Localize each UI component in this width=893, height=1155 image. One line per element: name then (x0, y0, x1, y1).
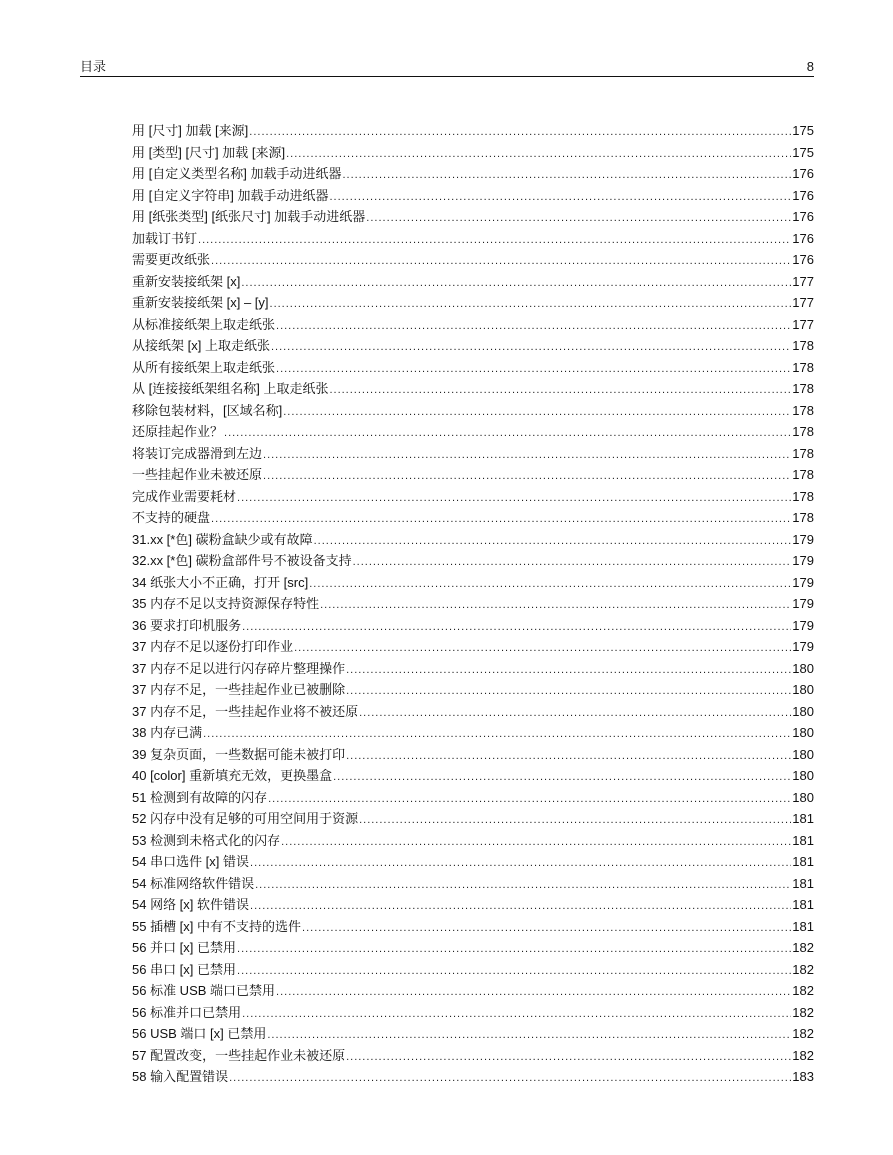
toc-entry[interactable] (132, 271, 814, 293)
toc-entry-title[interactable]: 54 标准网络软件错误 (132, 875, 255, 891)
toc-entry-title[interactable]: 35 内存不足以支持资源保存特性 (132, 596, 320, 611)
toc-entry-page-number[interactable]: 180 (792, 682, 814, 697)
toc-entry[interactable] (132, 636, 814, 658)
toc-entry-page-number[interactable]: 180 (792, 660, 814, 676)
toc-entry[interactable] (132, 357, 814, 379)
dot-leader (342, 165, 791, 187)
dot-leader (242, 617, 791, 639)
toc-entry[interactable] (132, 722, 814, 744)
toc-entry-title[interactable]: 54 串口选件 [x] 错误 (132, 854, 250, 869)
dot-leader (359, 703, 791, 725)
toc-entry[interactable] (132, 120, 814, 142)
toc-entry-page-number[interactable]: 178 (792, 424, 814, 439)
toc-entry-page-number[interactable]: 175 (792, 144, 814, 160)
dot-leader (250, 896, 791, 918)
toc-entry-page-number[interactable]: 176 (792, 166, 814, 181)
toc-entry-title[interactable]: 56 标准 USB 端口已禁用 (132, 983, 276, 998)
toc-entry[interactable] (132, 701, 814, 723)
toc-entry-page-number[interactable]: 176 (792, 187, 814, 203)
toc-entry-title[interactable]: 37 内存不足以进行闪存碎片整理操作 (132, 660, 346, 676)
dot-leader (263, 445, 791, 467)
toc-entry-title[interactable]: 用 [自定义字符串] 加载手动进纸器 (132, 187, 329, 203)
toc-entry-title[interactable]: 需要更改纸张 (132, 252, 211, 267)
toc-entry-page-number[interactable]: 178 (792, 381, 814, 396)
toc-entry-page-number[interactable]: 182 (792, 1004, 814, 1020)
dot-leader (250, 853, 791, 875)
toc-entry[interactable] (132, 1002, 814, 1024)
toc-entry-page-number[interactable]: 182 (792, 983, 814, 998)
dot-leader (241, 273, 791, 295)
toc-entry-title[interactable]: 移除包装材料，[区域名称] (132, 402, 283, 418)
toc-entry-title[interactable]: 加载订书钉 (132, 230, 198, 246)
toc-entry-page-number[interactable]: 176 (792, 230, 814, 246)
toc-entry[interactable] (132, 550, 814, 572)
toc-entry-title[interactable]: 31.xx [*色] 碳粉盒缺少或有故障 (132, 531, 313, 547)
toc-entry-page-number[interactable]: 181 (792, 918, 814, 934)
dot-leader (267, 1025, 791, 1047)
toc-entry-title[interactable]: 55 插槽 [x] 中有不支持的选件 (132, 918, 302, 934)
toc-entry-title[interactable]: 37 内存不足以逐份打印作业 (132, 639, 294, 654)
toc-entry-title[interactable]: 32.xx [*色] 碳粉盒部件号不被设备支持 (132, 553, 352, 568)
toc-entry-title[interactable]: 不支持的硬盘 (132, 510, 211, 525)
dot-leader (309, 574, 791, 596)
toc-entry-page-number[interactable]: 178 (792, 359, 814, 375)
toc-entry-title[interactable]: 36 要求打印机服务 (132, 617, 242, 633)
toc-entry[interactable] (132, 185, 814, 207)
toc-entry[interactable] (132, 916, 814, 938)
toc-entry-title[interactable]: 56 标准并口已禁用 (132, 1004, 242, 1020)
toc-entry[interactable] (132, 980, 814, 1002)
toc-entry[interactable] (132, 443, 814, 465)
toc-entry-page-number[interactable]: 179 (792, 553, 814, 568)
toc-entry-title[interactable]: 用 [尺寸] 加载 [来源] (132, 123, 249, 138)
dot-leader (237, 488, 791, 510)
toc-entry[interactable] (132, 787, 814, 809)
toc-entry-page-number[interactable]: 179 (792, 596, 814, 611)
toc-entry[interactable] (132, 206, 814, 228)
toc-entry-page-number[interactable]: 180 (792, 746, 814, 762)
toc-entry[interactable] (132, 1023, 814, 1045)
toc-entry-page-number[interactable]: 182 (792, 961, 814, 977)
toc-entry-page-number[interactable]: 182 (792, 940, 814, 955)
toc-entry-page-number[interactable]: 180 (792, 789, 814, 805)
toc-entry-page-number[interactable]: 180 (792, 768, 814, 783)
dot-leader (211, 509, 791, 531)
toc-entry[interactable] (132, 421, 814, 443)
dot-leader (242, 1004, 791, 1026)
dot-leader (333, 767, 791, 789)
toc-entry-title[interactable]: 57 配置改变，一些挂起作业未被还原 (132, 1047, 346, 1063)
toc-entry-title[interactable]: 完成作业需要耗材 (132, 488, 237, 504)
dot-leader (346, 681, 791, 703)
toc-entry[interactable] (132, 873, 814, 895)
toc-entry[interactable] (132, 314, 814, 336)
dot-leader (346, 746, 791, 768)
toc-entry-page-number[interactable]: 181 (792, 875, 814, 891)
dot-leader (283, 402, 791, 424)
dot-leader (366, 208, 791, 230)
dot-leader (359, 810, 791, 832)
toc-entry[interactable] (132, 593, 814, 615)
toc-entry[interactable] (132, 142, 814, 164)
toc-entry-page-number[interactable]: 177 (792, 273, 814, 289)
toc-entry[interactable] (132, 1045, 814, 1067)
toc-entry-page-number[interactable]: 182 (792, 1026, 814, 1041)
toc-entry-title[interactable]: 38 内存已满 (132, 725, 203, 740)
page-number: 8 (806, 59, 814, 74)
dot-leader (346, 1047, 791, 1069)
toc-entry-page-number[interactable]: 178 (792, 445, 814, 461)
toc-entry-page-number[interactable]: 179 (792, 617, 814, 633)
toc-entry-title[interactable]: 从 [连接接纸架组名称] 上取走纸张 (132, 381, 329, 396)
toc-entry-page-number[interactable]: 178 (792, 467, 814, 482)
section-title: 目录 (80, 59, 107, 74)
toc-entry[interactable] (132, 249, 814, 271)
toc-entry[interactable] (132, 959, 814, 981)
toc-entry-page-number[interactable]: 181 (792, 897, 814, 912)
dot-leader (268, 789, 791, 811)
toc-entry-page-number[interactable]: 182 (792, 1047, 814, 1063)
toc-entry-title[interactable]: 52 闪存中没有足够的可用空间用于资源 (132, 811, 359, 826)
toc-entry[interactable] (132, 292, 814, 314)
toc-entry-page-number[interactable]: 181 (792, 811, 814, 826)
dot-leader (276, 982, 791, 1004)
dot-leader (276, 316, 791, 338)
toc-entry-title[interactable]: 53 检测到未格式化的闪存 (132, 832, 281, 848)
dot-leader (198, 230, 791, 252)
dot-leader (237, 961, 791, 983)
toc-entry[interactable] (132, 937, 814, 959)
toc-entry-title[interactable]: 37 内存不足，一些挂起作业已被删除 (132, 682, 346, 697)
dot-leader (346, 660, 791, 682)
toc-entry-title[interactable]: 39 复杂页面，一些数据可能未被打印 (132, 746, 346, 762)
toc-entry[interactable] (132, 572, 814, 594)
toc-entry-page-number[interactable]: 178 (792, 338, 814, 353)
dot-leader (211, 251, 791, 273)
dot-leader (255, 875, 791, 897)
dot-leader (281, 832, 791, 854)
toc-entry-title[interactable]: 重新安装接纸架 [x] (132, 273, 241, 289)
toc-entry[interactable] (132, 744, 814, 766)
toc-entry-page-number[interactable]: 179 (792, 531, 814, 547)
toc-entry[interactable] (132, 894, 814, 916)
toc-entry[interactable] (132, 830, 814, 852)
toc-entry-title[interactable]: 重新安装接纸架 [x] – [y] (132, 295, 269, 310)
toc-entry-page-number[interactable]: 178 (792, 402, 814, 418)
toc-entry[interactable] (132, 378, 814, 400)
toc-entry[interactable] (132, 1066, 814, 1088)
toc-entry[interactable] (132, 529, 814, 551)
dot-leader (224, 423, 791, 445)
dot-leader (271, 337, 791, 359)
toc-entry-title[interactable]: 56 串口 [x] 已禁用 (132, 961, 237, 977)
toc-entry-page-number[interactable]: 180 (792, 703, 814, 719)
toc-entry-page-number[interactable]: 179 (792, 574, 814, 590)
dot-leader (263, 466, 791, 488)
table-of-contents (132, 120, 814, 1088)
toc-entry-title[interactable]: 40 [color] 重新填充无效，更换墨盒 (132, 768, 333, 783)
toc-entry-page-number[interactable]: 177 (792, 316, 814, 332)
dot-leader (229, 1068, 791, 1090)
toc-entry[interactable] (132, 808, 814, 830)
toc-entry-title[interactable]: 56 并口 [x] 已禁用 (132, 940, 237, 955)
toc-entry-page-number[interactable]: 179 (792, 639, 814, 654)
toc-entry-title[interactable]: 还原挂起作业？ (132, 424, 224, 439)
toc-entry-page-number[interactable]: 176 (792, 209, 814, 224)
toc-entry[interactable] (132, 335, 814, 357)
dot-leader (237, 939, 791, 961)
toc-entry-title[interactable]: 51 检测到有故障的闪存 (132, 789, 268, 805)
toc-entry-page-number[interactable]: 178 (792, 488, 814, 504)
dot-leader (203, 724, 791, 746)
toc-entry-title[interactable]: 从接纸架 [x] 上取走纸张 (132, 338, 270, 353)
toc-entry-page-number[interactable]: 183 (792, 1069, 814, 1084)
toc-entry[interactable] (132, 679, 814, 701)
toc-entry[interactable] (132, 400, 814, 422)
dot-leader (294, 638, 791, 660)
toc-entry-title[interactable]: 37 内存不足，一些挂起作业将不被还原 (132, 703, 359, 719)
toc-entry-title[interactable]: 56 USB 端口 [x] 已禁用 (132, 1026, 267, 1041)
toc-entry-page-number[interactable]: 176 (792, 252, 814, 267)
toc-entry-title[interactable]: 用 [类型] [尺寸] 加载 [来源] (132, 144, 286, 160)
toc-entry[interactable] (132, 615, 814, 637)
toc-entry[interactable] (132, 765, 814, 787)
toc-entry[interactable] (132, 486, 814, 508)
toc-entry-title[interactable]: 将装订完成器滑到左边 (132, 445, 263, 461)
dot-leader (302, 918, 791, 940)
toc-entry-title[interactable]: 从标准接纸架上取走纸张 (132, 316, 276, 332)
toc-entry[interactable] (132, 163, 814, 185)
toc-entry-title[interactable]: 一些挂起作业未被还原 (132, 467, 263, 482)
dot-leader (320, 595, 791, 617)
dot-leader (314, 531, 792, 553)
toc-entry[interactable] (132, 851, 814, 873)
dot-leader (286, 144, 791, 166)
toc-entry[interactable] (132, 464, 814, 486)
toc-entry-title[interactable]: 58 输入配置错误 (132, 1069, 229, 1084)
dot-leader (249, 122, 791, 144)
dot-leader (276, 359, 791, 381)
toc-entry-title[interactable]: 用 [纸张类型] [纸张尺寸] 加载手动进纸器 (132, 209, 366, 224)
toc-entry-page-number[interactable]: 180 (792, 725, 814, 740)
header-rule (80, 76, 814, 77)
toc-entry-title[interactable]: 54 网络 [x] 软件错误 (132, 897, 250, 912)
toc-entry[interactable] (132, 658, 814, 680)
toc-entry-page-number[interactable]: 181 (792, 832, 814, 848)
dot-leader (329, 187, 791, 209)
toc-entry-title[interactable]: 用 [自定义类型名称] 加载手动进纸器 (132, 166, 342, 181)
toc-entry-page-number[interactable]: 177 (792, 295, 814, 310)
toc-entry-page-number[interactable]: 175 (792, 123, 814, 138)
dot-leader (329, 380, 791, 402)
toc-entry-title[interactable]: 34 纸张大小不正确，打开 [src] (132, 574, 309, 590)
toc-entry[interactable] (132, 228, 814, 250)
dot-leader (270, 294, 792, 316)
page-header (80, 58, 814, 76)
toc-entry-page-number[interactable]: 178 (792, 510, 814, 525)
dot-leader (353, 552, 792, 574)
toc-entry-page-number[interactable]: 181 (792, 854, 814, 869)
toc-entry-title[interactable]: 从所有接纸架上取走纸张 (132, 359, 276, 375)
toc-entry[interactable] (132, 507, 814, 529)
